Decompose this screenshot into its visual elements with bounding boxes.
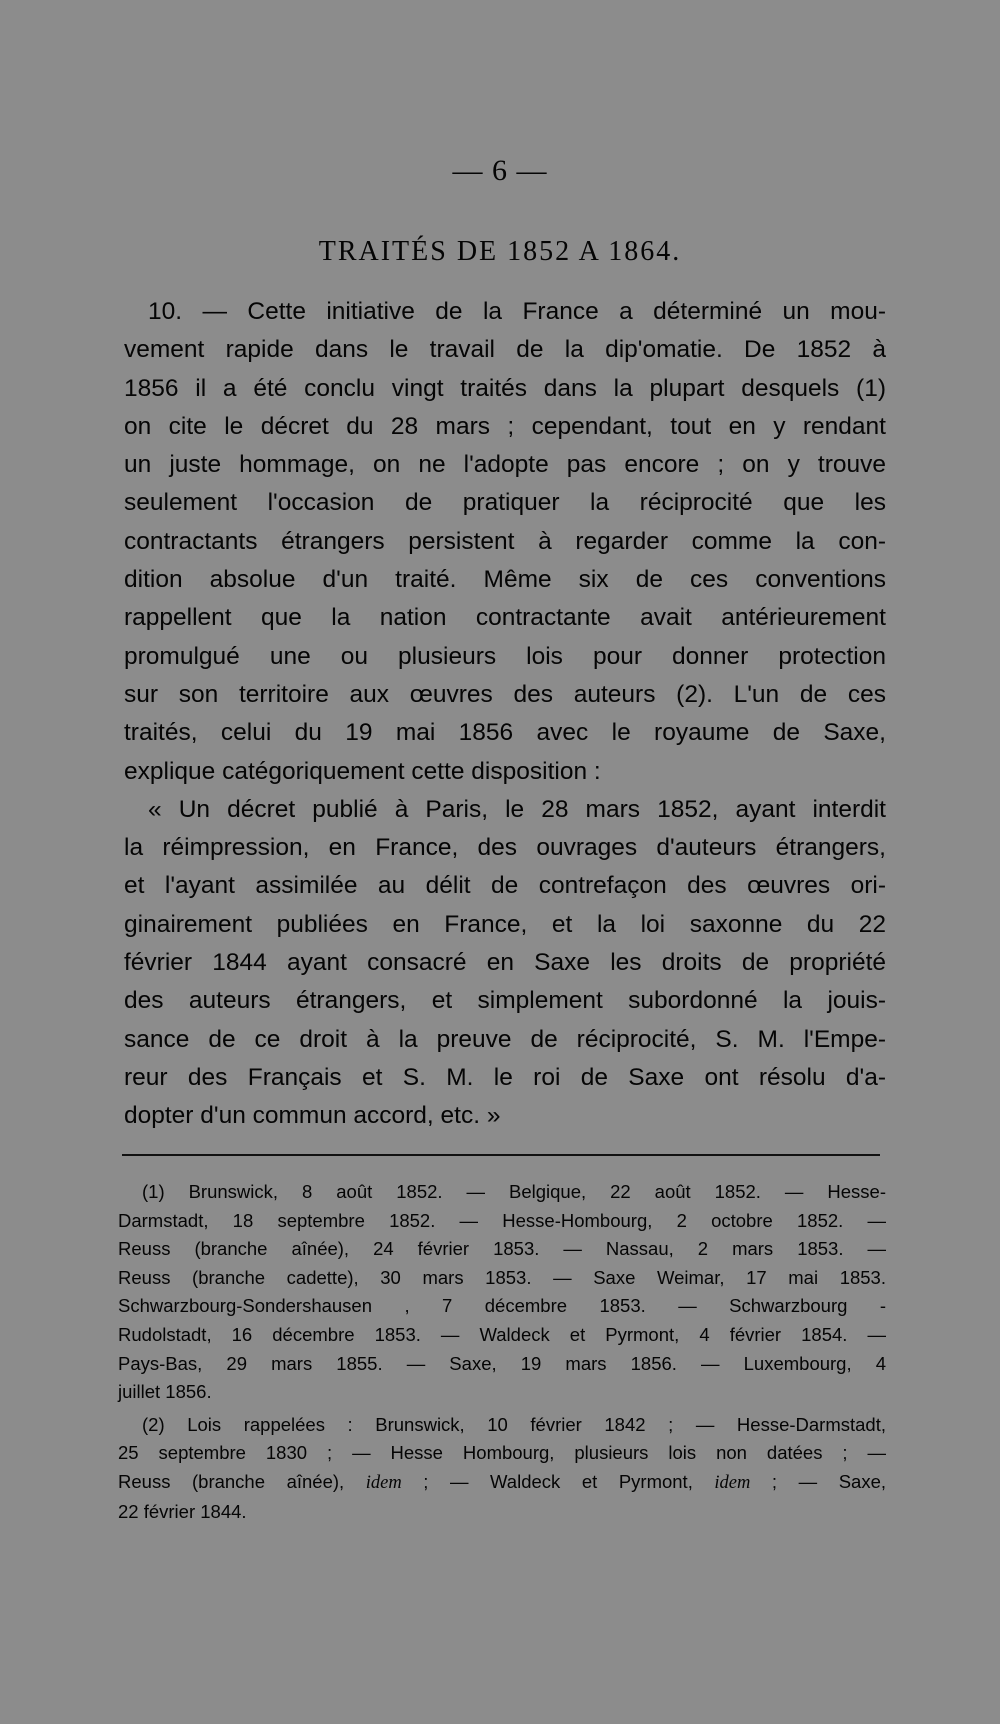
footnote-line: Rudolstadt, 16 décembre 1853. — Waldeck et Pyrmont, 4 février 1854. — — [118, 1323, 886, 1345]
footnote-1 — [118, 1178, 886, 1407]
footnote-line: (1) Brunswick, 8 août 1852. — Belgique, 22 août 1852. — Hesse- — [142, 1181, 886, 1202]
footnote-2 — [118, 1411, 886, 1526]
footnote-text: Reuss (branche aînée), — [118, 1470, 366, 1492]
body-line: sur son territoire aux œuvres des auteurs (2). L'un de ces — [124, 680, 886, 708]
footnote-text: ; — Waldeck et Pyrmont, — [401, 1470, 715, 1492]
quote-line: la réimpression, en France, des ouvrages d'auteurs étrangers, — [124, 834, 886, 862]
quote-line: reur des Français et S. M. le roi de Saxe ont résolu d'a- — [124, 1063, 886, 1091]
footnote-line: (2) Lois rappelées : Brunswick, 10 février 1842 ; — Hesse-Darmstadt, — [142, 1413, 886, 1435]
footnote-line: Reuss (branche cadette), 30 mars 1853. — Saxe Weimar, 17 mai 1853. — [118, 1266, 886, 1288]
footnote-idem: idem — [365, 1472, 402, 1493]
quote-line: février 1844 ayant consacré en Saxe les droits de propriété — [124, 949, 886, 977]
footnote-line: Darmstadt, 18 septembre 1852. — Hesse-Hombourg, 2 octobre 1852. — — [118, 1209, 886, 1231]
quote-line: dopter d'un commun accord, etc. » — [124, 1102, 501, 1130]
body-line: un juste hommage, on ne l'adopte pas encore ; on y trouve — [124, 451, 886, 479]
footnote-line: 25 septembre 1830 ; — Hesse Hombourg, plusieurs lois non datées ; — — [118, 1442, 886, 1464]
footnote-line: Pays-Bas, 29 mars 1855. — Saxe, 19 mars 1856. — Luxembourg, 4 — [118, 1352, 886, 1374]
body-line: promulgué une ou plusieurs lois pour donner protection — [124, 642, 886, 670]
quote-line: des auteurs étrangers, et simplement subordonné la jouis- — [124, 987, 886, 1015]
quote-line: ginairement publiées en France, et la loi saxonne du 22 — [124, 910, 886, 938]
body-line: traités, celui du 19 mai 1856 avec le royaume de Saxe, — [124, 719, 886, 747]
footnote-idem: idem — [714, 1472, 751, 1493]
footnote-text: ; — Saxe, — [750, 1470, 886, 1492]
footnote-divider — [122, 1154, 880, 1156]
footnote-line — [118, 1468, 886, 1498]
body-line: on cite le décret du 28 mars ; cependant, tout en y rendant — [124, 412, 886, 440]
body-line: dition absolue d'un traité. Même six de ces conventions — [124, 566, 886, 594]
body-line: contractants étrangers persistent à regarder comme la con- — [124, 527, 886, 555]
body-line: 1856 il a été conclu vingt traités dans la plupart desquels (1) — [124, 374, 886, 402]
section-heading: TRAITÉS DE 1852 A 1864. — [318, 236, 682, 267]
footnote-line: juillet 1856. — [118, 1381, 212, 1403]
footnote-line: 22 février 1844. — [118, 1500, 247, 1522]
quote-line: sance de ce droit à la preuve de réciprocité, S. M. l'Empe- — [124, 1025, 886, 1053]
quote-line: et l'ayant assimilée au délit de contrefaçon des œuvres ori- — [124, 872, 886, 900]
footnote-line: Reuss (branche aînée), 24 février 1853. — Nassau, 2 mars 1853. — — [118, 1238, 886, 1260]
body-paragraph — [124, 293, 886, 1136]
page-number: — 6 — — [452, 154, 548, 187]
body-line: explique catégoriquement cette disposition : — [124, 757, 601, 785]
footnotes — [118, 1178, 886, 1526]
body-line: vement rapide dans le travail de la dip'omatie. De 1852 à — [124, 336, 886, 364]
quote-line: « Un décret publié à Paris, le 28 mars 1852, ayant interdit — [148, 795, 886, 823]
body-line: 10. — Cette initiative de la France a déterminé un mou- — [148, 298, 886, 325]
body-line: seulement l'occasion de pratiquer la réciprocité que les — [124, 489, 886, 517]
footnote-line: Schwarzbourg-Sondershausen , 7 décembre 1853. — Schwarzbourg - — [118, 1295, 886, 1317]
body-line: rappellent que la nation contractante avait antérieurement — [124, 604, 886, 632]
